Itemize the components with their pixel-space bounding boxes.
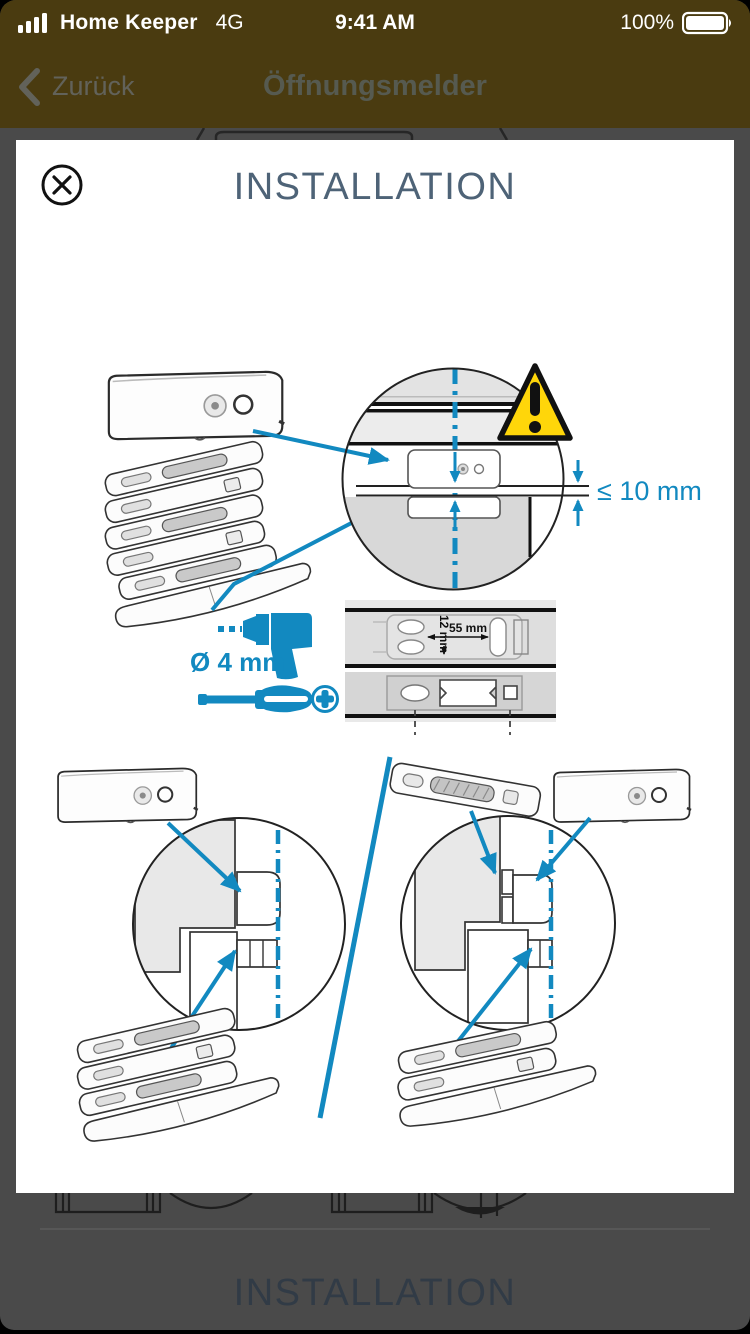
nav-title: Öffnungsmelder [263,70,487,102]
spacer-piece [389,762,542,818]
plate-length-label: 55 mm [448,621,488,635]
back-label: Zurück [52,71,135,101]
page-divider [40,1228,710,1230]
next-page-peek [0,1193,750,1233]
installation-sheet [16,140,734,1193]
status-bar [0,0,750,45]
section-divider-line [320,757,390,1118]
clock: 9:41 AM [335,11,415,34]
battery-icon [682,11,734,35]
page-title: INSTALLATION [233,166,517,208]
nav-bar [0,45,750,128]
plate-width-label: 12 mm [437,614,451,654]
previous-page-peek [0,128,750,140]
detail-circle-shimmed [401,811,615,1059]
drill-diameter-label: Ø 4 mm [190,647,286,677]
carrier-label: Home Keeper [60,10,198,34]
gap-limit-label: ≤ 10 mm [597,476,702,506]
plate-dimensions [345,600,556,735]
next-page-title: INSTALLATION [233,1272,517,1314]
spacer-stack [64,1000,283,1147]
spacer-stack [84,435,315,633]
sensor-box [58,768,198,822]
screwdriver-icon [198,685,312,712]
sensor-box [554,769,691,822]
battery-percent: 100% [620,10,674,34]
gap-measure [578,460,702,526]
phillips-icon [313,687,338,712]
sensor-box [109,372,284,440]
spacer-stack [387,1014,599,1133]
installation-diagram [16,140,734,1193]
network-label: 4G [215,10,244,34]
